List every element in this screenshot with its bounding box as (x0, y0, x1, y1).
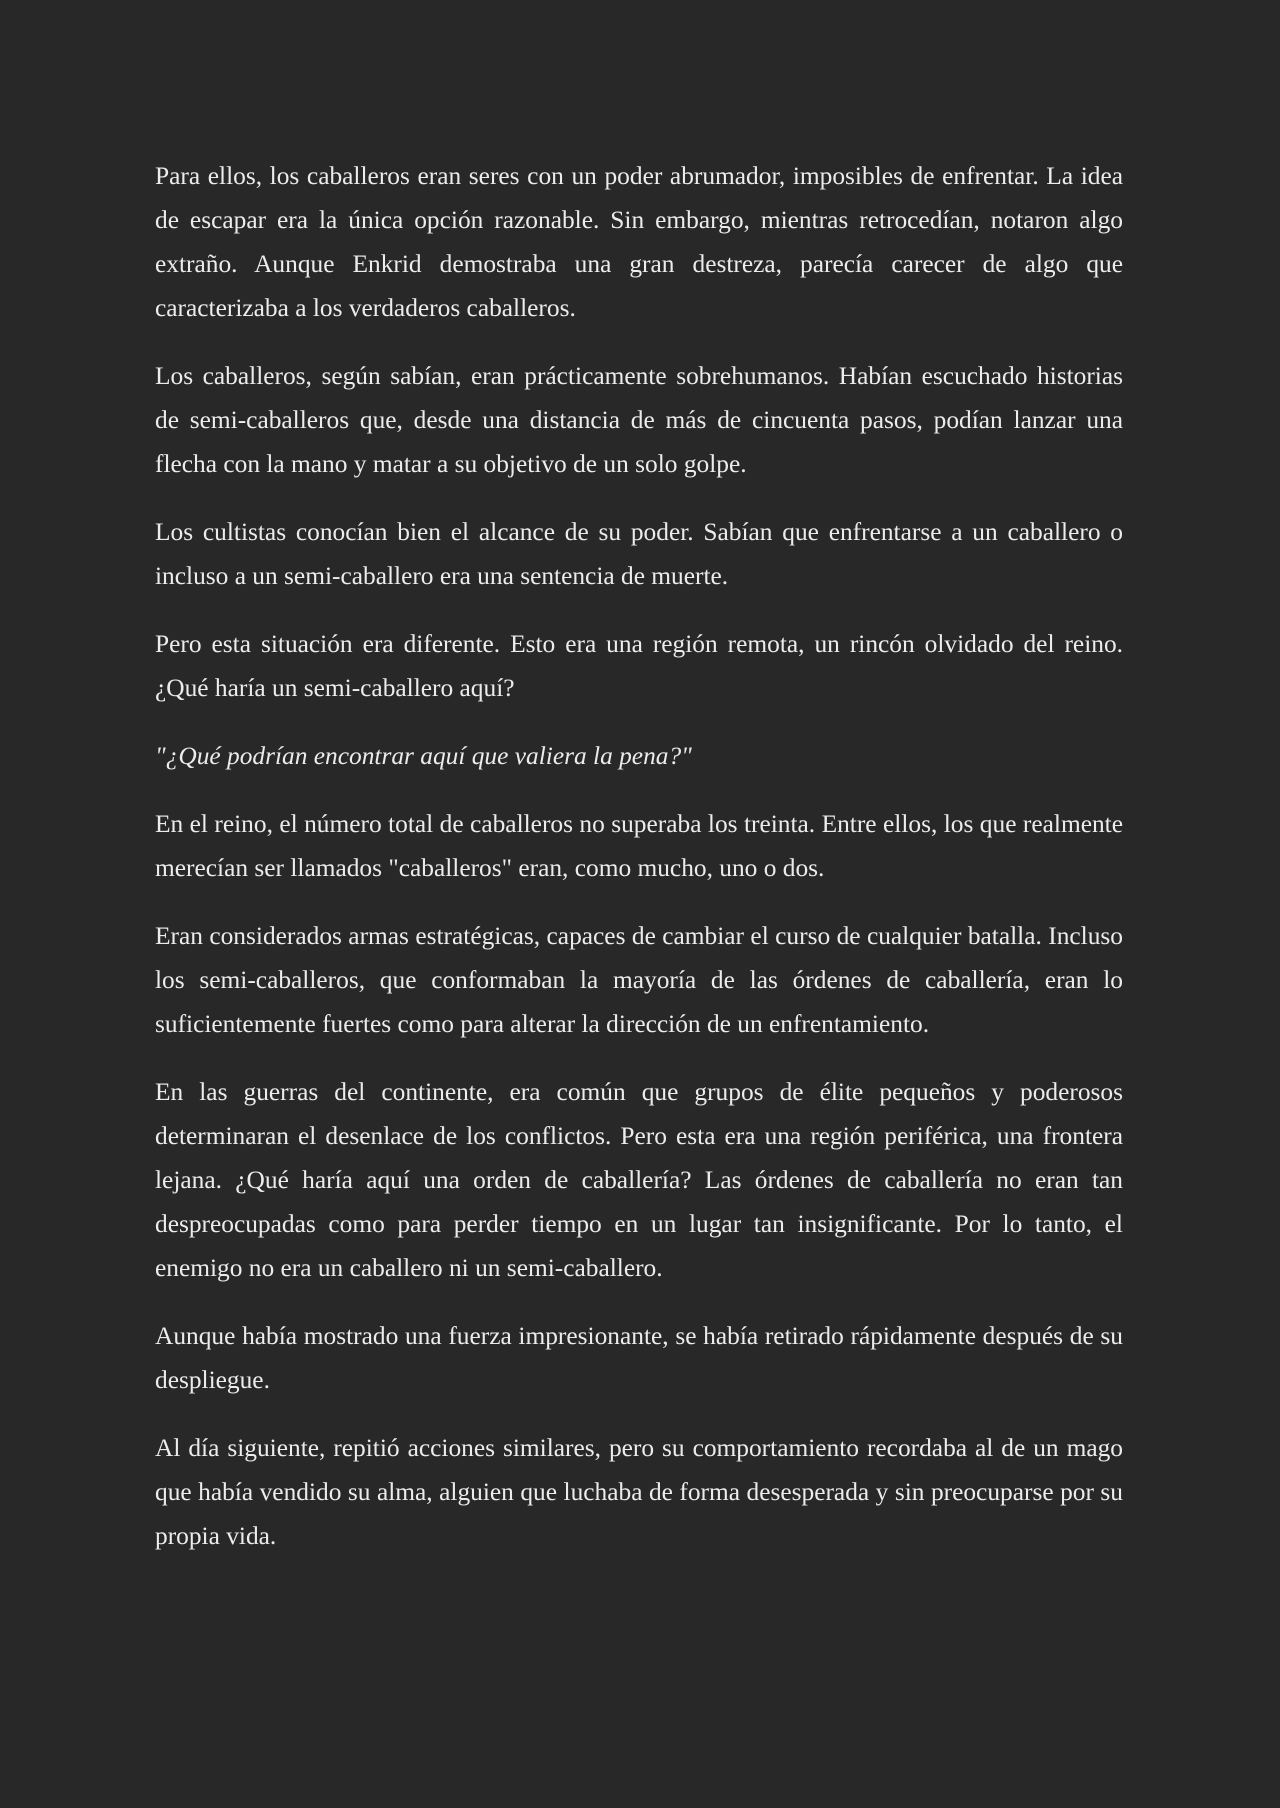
paragraph: Eran considerados armas estratégicas, capaces de cambiar el curso de cualquier batalla. Incluso los semi-caballeros, que conformaban la mayoría de las órdenes de caballería, eran lo suficientemente fuertes como para alterar la dirección de un enfrentamiento. (155, 922, 1123, 1038)
paragraph: Los caballeros, según sabían, eran prácticamente sobrehumanos. Habían escuchado historias de semi-caballeros que, desde una distancia de más de cincuenta pasos, podían lanzar una flecha con la mano y matar a su objetivo de un solo golpe. (155, 362, 1123, 478)
paragraph: Aunque había mostrado una fuerza impresionante, se había retirado rápidamente después de su despliegue. (155, 1322, 1123, 1394)
paragraph: En las guerras del continente, era común que grupos de élite pequeños y poderosos determinaran el desenlace de los conflictos. Pero esta era una región periférica, una frontera lejana. ¿Qué haría aquí una orden de caballería? Las órdenes de caballería no eran tan despreocupadas como para perder tiempo en un lugar tan insignificante. Por lo tanto, el enemigo no era un caballero ni un semi-caballero. (155, 1078, 1123, 1282)
paragraph: En el reino, el número total de caballeros no superaba los treinta. Entre ellos, los que realmente merecían ser llamados "caballeros" eran, como mucho, uno o dos. (155, 810, 1123, 882)
paragraph: Para ellos, los caballeros eran seres con un poder abrumador, imposibles de enfrentar. La idea de escapar era la única opción razonable. Sin embargo, mientras retrocedían, notaron algo extraño. Aunque Enkrid demostraba una gran destreza, parecía carecer de algo que caracterizaba a los verdaderos caballeros. (155, 162, 1123, 322)
paragraph: Pero esta situación era diferente. Esto era una región remota, un rincón olvidado del reino. ¿Qué haría un semi-caballero aquí? (155, 630, 1123, 702)
paragraph: Los cultistas conocían bien el alcance de su poder. Sabían que enfrentarse a un caballero o incluso a un semi-caballero era una sentencia de muerte. (155, 518, 1123, 590)
paragraph: Al día siguiente, repitió acciones similares, pero su comportamiento recordaba al de un mago que había vendido su alma, alguien que luchaba de forma desesperada y sin preocuparse por su propia vida. (155, 1434, 1123, 1550)
paragraph-italic-thought: "¿Qué podrían encontrar aquí que valiera la pena?" (155, 742, 692, 770)
